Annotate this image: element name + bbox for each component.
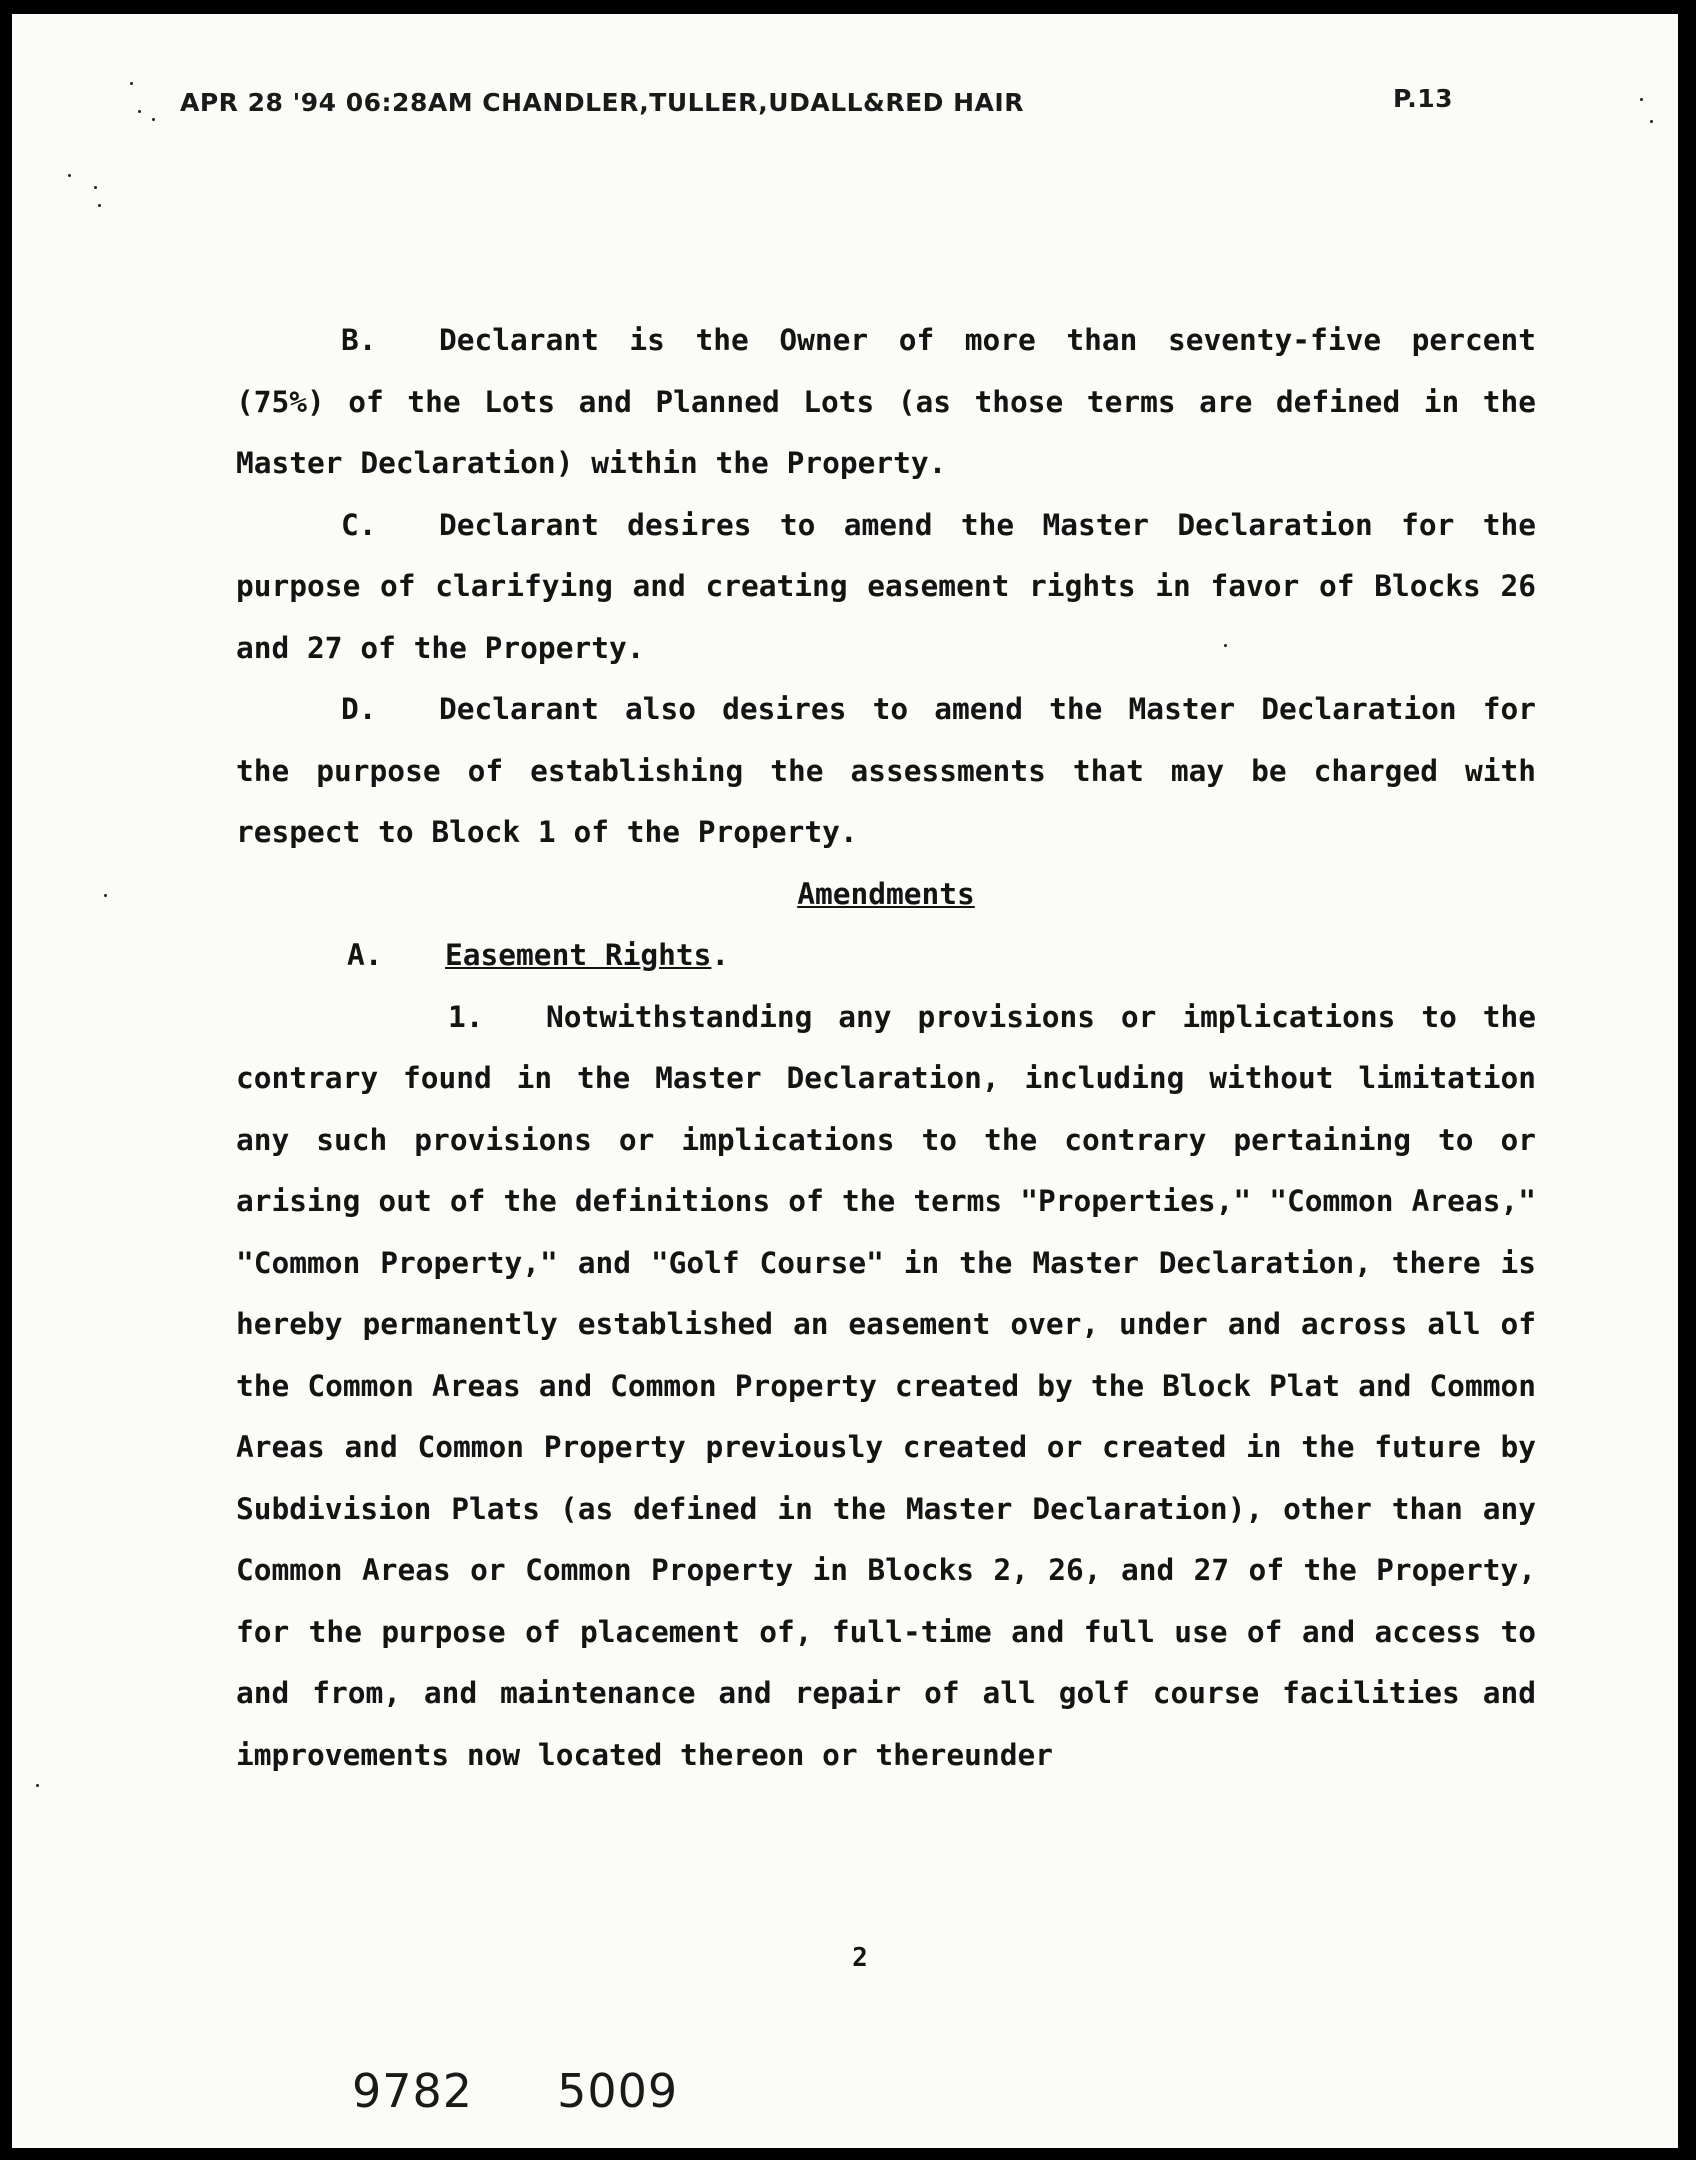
page-number: 2: [852, 1943, 868, 1973]
bates-number: [352, 2064, 678, 2118]
bates-second: 5009: [557, 2064, 679, 2118]
section-a-heading: [236, 925, 1536, 987]
scan-speck: [94, 186, 97, 189]
recital-label: C.: [341, 507, 377, 542]
scan-speck: [1650, 120, 1653, 123]
paragraph-text: Notwithstanding any provisions or implications to the contrary found in the Master Declaration, including without limitation any such provisions or implications to the contrary pertaining to or arising out of the definitions of the terms "Properties," "Common Areas," "Common Property," and "Golf Course" in the Master Declaration, there is hereby permanently established an easement over, under and across all of the Common Areas and Common Property created by the Block Plat and Common Areas and Common Property previously created or created in the future by Subdivision Plats (as defined in the Master Declaration), other than any Common Areas or Common Property in Blocks 2, 26, and 27 of the Property, for the purpose of placement of, full-time and full use of and access to and from, and maintenance and repair of all golf course facilities and improvements now located thereon or thereunder: [236, 999, 1536, 1772]
scan-speck: [36, 1784, 39, 1787]
scan-speck: [104, 894, 107, 897]
scan-speck: [130, 82, 133, 85]
fax-page-number: P.13: [1393, 84, 1454, 113]
scan-speck: [152, 118, 155, 121]
document-body: [236, 310, 1536, 1786]
paragraph-1: [236, 987, 1536, 1787]
bates-first: 9782: [352, 2064, 474, 2118]
scan-speck: [68, 174, 71, 177]
scan-speck: [1640, 98, 1643, 101]
recital-b: [236, 310, 1536, 495]
recital-text: Declarant also desires to amend the Master Declaration for the purpose of establishing the assessments that may be charged with respect to Block 1 of the Property.: [236, 692, 1536, 849]
section-title: Easement Rights: [445, 938, 712, 972]
fax-transmission-line: APR 28 '94 06:28AM CHANDLER,TULLER,UDALL&RED HAIR: [180, 88, 1024, 117]
document-page: [12, 14, 1678, 2148]
recital-c: [236, 495, 1536, 680]
paragraph-number: 1.: [448, 999, 484, 1034]
recital-d: [236, 679, 1536, 864]
recital-text: Declarant desires to amend the Master Declaration for the purpose of clarifying and creating easement rights in favor of Blocks 26 and 27 of the Property.: [236, 507, 1536, 665]
recital-label: D.: [341, 692, 377, 726]
recital-label: B.: [341, 323, 377, 357]
scan-speck: [98, 204, 101, 207]
amendments-heading: Amendments: [797, 876, 975, 911]
scan-speck: [138, 110, 141, 113]
section-title-suffix: .: [711, 938, 730, 972]
section-label: A.: [347, 938, 383, 972]
recital-text: Declarant is the Owner of more than seventy-five percent (75%) of the Lots and Planned Lots (as those terms are defined in the Master Declaration) within the Property.: [236, 323, 1536, 480]
